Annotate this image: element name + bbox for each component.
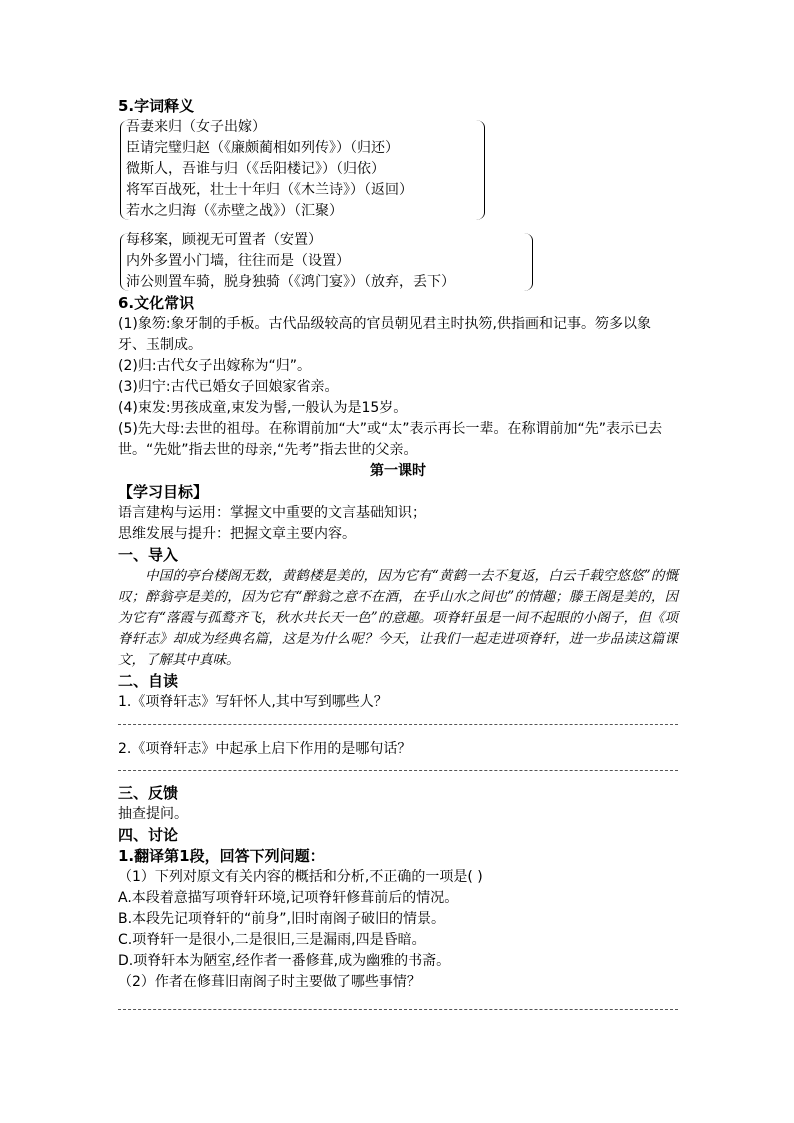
- section-6-title: 6.文化常识: [118, 294, 195, 312]
- question-2: 2.《项脊轩志》中起承上启下作用的是哪句话？: [118, 741, 412, 757]
- discuss-question-1-title: 1.翻译第1段，回答下列问题：: [118, 847, 325, 865]
- definition-group-zhi: [118, 230, 678, 293]
- feedback-text: 抽查提问。: [118, 806, 188, 822]
- option-d: D.项脊轩本为陋室,经作者一番修葺,成为幽雅的书斋。: [118, 953, 451, 969]
- definition-line: 臣请完璧归赵（《廉颇蔺相如列传》）（归还）: [126, 140, 399, 156]
- definition-line: 若水之归海（《赤壁之战》）（汇聚）: [126, 203, 343, 219]
- sub-question-2: （2）作者在修葺旧南阁子时主要做了哪些事情？: [118, 974, 421, 990]
- definition-line: 内外多置小门墙，往往而是（设置）: [126, 253, 350, 269]
- lesson-title: 第一课时: [370, 463, 426, 479]
- culture-item: (2)归:古代女子出嫁称为“归”。: [118, 358, 312, 374]
- culture-item: (3)归宁:古代已婚女子回娘家省亲。: [118, 379, 339, 395]
- right-brace: [476, 120, 485, 220]
- sub-question-1: （1）下列对原文有关内容的概括和分析,不正确的一项是( ): [118, 869, 483, 885]
- goal-item: 思维发展与提升：把握文章主要内容。: [118, 526, 356, 542]
- definition-line: 每移案，顾视无可置者（安置）: [126, 232, 322, 248]
- section-5-title: 5.字词释义: [118, 97, 195, 115]
- option-a: A.本段着意描写项脊轩环境,记项脊轩修葺前后的情况。: [118, 890, 459, 906]
- answer-line[interactable]: [118, 1009, 678, 1010]
- culture-item: (4)束发:男孩成童,束发为髻,一般认为是15岁。: [118, 400, 408, 416]
- left-brace: [120, 120, 129, 220]
- right-brace: [524, 233, 533, 291]
- discuss-title: 四、讨论: [118, 826, 179, 844]
- question-1: 1.《项脊轩志》写轩怀人,其中写到哪些人？: [118, 694, 388, 710]
- culture-item: (1)象笏:象牙制的手板。古代品级较高的官员朝见君主时执笏,供指画和记事。笏多以象牙、玉制成。: [118, 316, 651, 353]
- self-read-title: 二、自读: [118, 672, 179, 690]
- intro-title: 一、导入: [118, 546, 179, 564]
- goals-title: 【学习目标】: [118, 483, 209, 501]
- culture-item: (5)先大母:去世的祖母。在称谓前加“大”或“太”表示再长一辈。在称谓前加“先”表示已去世。“先妣”指去世的母亲,“先考”指去世的父亲。: [118, 421, 663, 458]
- option-b: B.本段先记项脊轩的“前身”,旧时南阁子破旧的情景。: [118, 911, 446, 927]
- definition-line: 微斯人，吾谁与归（《岳阳楼记》）（归依）: [126, 161, 385, 177]
- intro-paragraph: 中国的亭台楼阁无数，黄鹤楼是美的，因为它有“黄鹤一去不复返，白云千载空悠悠”的慨叹；醉翁亭是美的，因为它有“醉翁之意不在酒，在乎山水之间也”的情趣；滕王阁是美的，因为它有“落霞与孤鹜齐飞，秋水共长天一色”的意趣。项脊轩虽是一间不起眼的小阁子，但《项脊轩志》却成为经典名篇，这是为什么呢？今天，让我们一起走进项脊轩，进一步品读这篇课文，了解其中真味。: [118, 568, 678, 668]
- left-brace: [120, 233, 129, 291]
- definition-group-gui: [118, 117, 678, 222]
- option-c: C.项脊轩一是很小,二是很旧,三是漏雨,四是昏暗。: [118, 932, 426, 948]
- definition-line: 将军百战死，壮士十年归（《木兰诗》）（返回）: [126, 182, 413, 198]
- definition-line: 沛公则置车骑，脱身独骑（《鸿门宴》）（放弃，丢下）: [126, 274, 455, 290]
- goal-item: 语言建构与运用：掌握文中重要的文言基础知识；: [118, 505, 426, 521]
- feedback-title: 三、反馈: [118, 784, 179, 802]
- document-page: [118, 96, 678, 1010]
- definition-line: 吾妻来归（女子出嫁）: [126, 119, 266, 135]
